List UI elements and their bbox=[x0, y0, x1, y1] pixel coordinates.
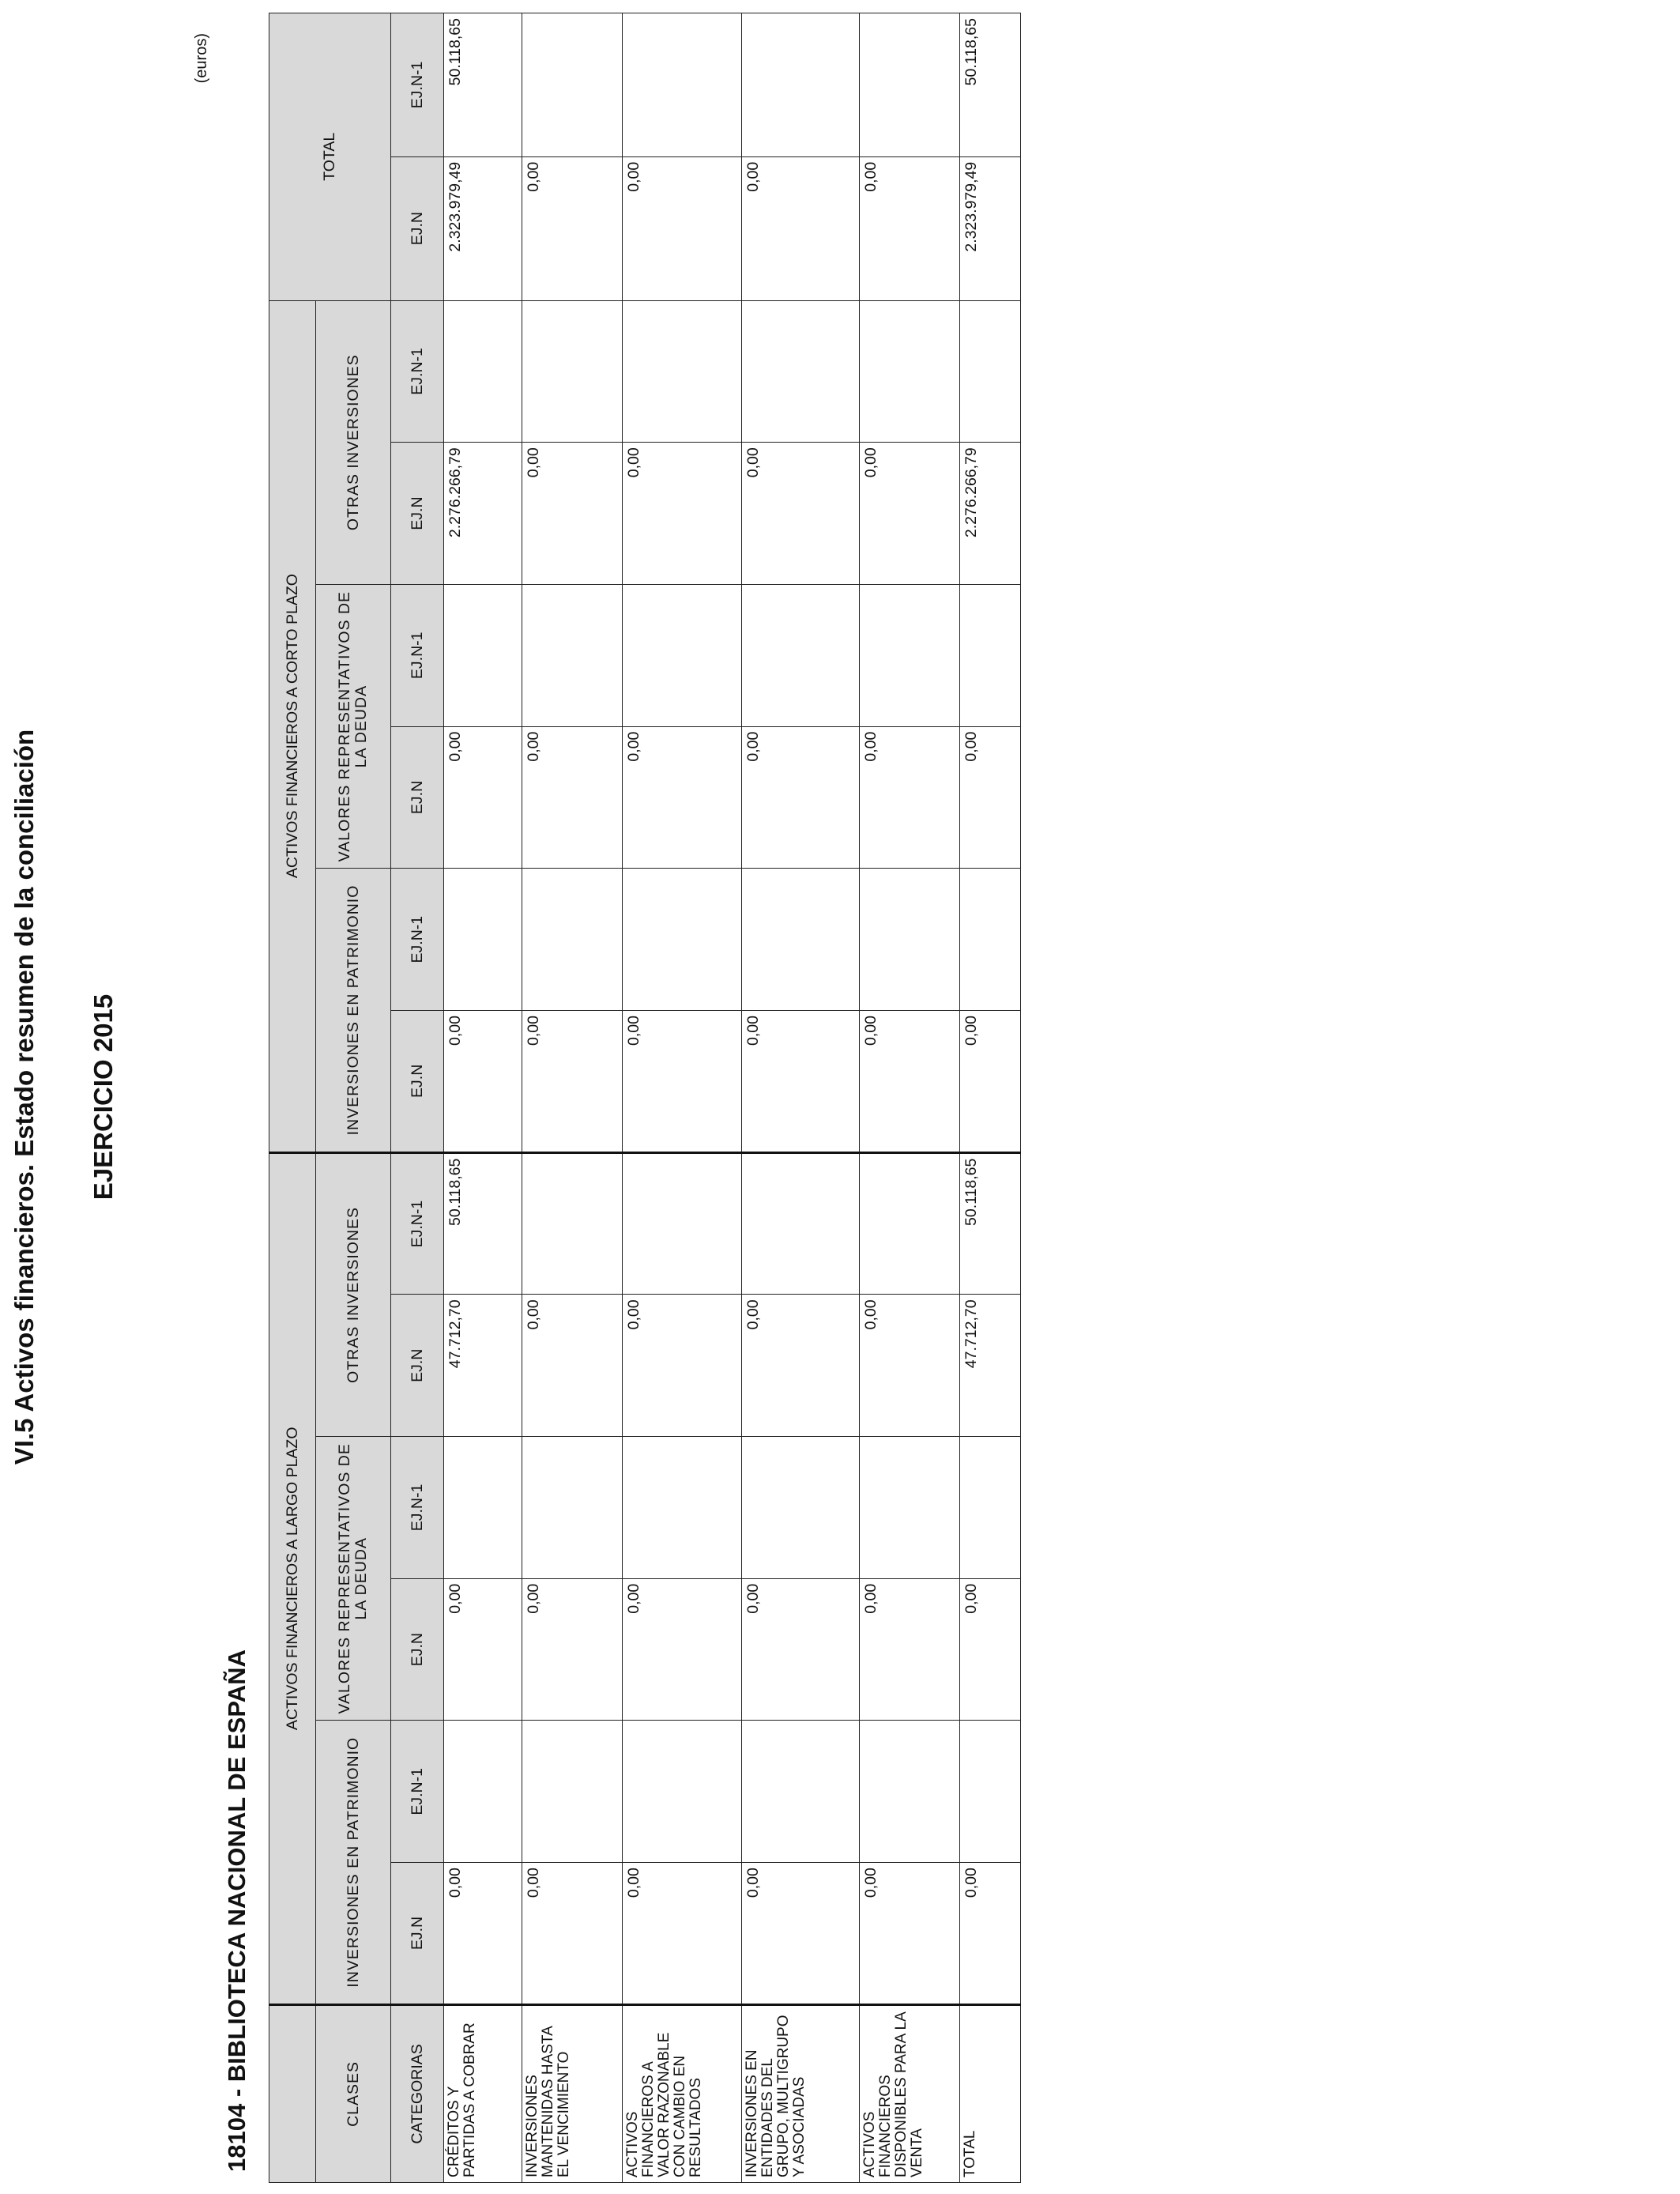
value-cell bbox=[444, 869, 522, 1011]
cp-otras-header: OTRAS INVERSIONES bbox=[316, 300, 391, 584]
col-ejn1: EJ.N-1 bbox=[391, 1721, 444, 1863]
table-row bbox=[444, 13, 522, 2183]
value-cell bbox=[522, 13, 623, 157]
col-ejn: EJ.N bbox=[391, 1011, 444, 1153]
row-label: INVERSIONES EN ENTIDADES DEL GRUPO, MULTIGRUPO Y ASOCIADAS bbox=[742, 2004, 860, 2182]
value-cell: 0,00 bbox=[623, 1295, 742, 1437]
value-cell bbox=[742, 869, 860, 1011]
financial-assets-table bbox=[269, 13, 1021, 2183]
value-cell bbox=[860, 1721, 960, 1863]
value-cell bbox=[522, 1152, 623, 1295]
units-label: (euros) bbox=[193, 33, 210, 84]
row-label: INVERSIONES MANTENIDAS HASTA EL VENCIMIENTO bbox=[522, 2004, 623, 2182]
value-cell bbox=[960, 869, 1021, 1011]
value-cell: 0,00 bbox=[860, 1295, 960, 1437]
col-ejn1: EJ.N-1 bbox=[391, 869, 444, 1011]
value-cell: 0,00 bbox=[742, 726, 860, 869]
value-cell bbox=[742, 1437, 860, 1579]
value-cell: 2.323.979,49 bbox=[444, 156, 522, 300]
row-label: ACTIVOS FINANCIEROS A VALOR RAZONABLE CON CAMBIO EN RESULTADOS bbox=[623, 2004, 742, 2182]
value-cell: 0,00 bbox=[522, 1011, 623, 1153]
value-cell: 0,00 bbox=[623, 726, 742, 869]
value-cell bbox=[522, 869, 623, 1011]
value-cell bbox=[623, 13, 742, 157]
table-body bbox=[444, 13, 1021, 2183]
col-ejn: EJ.N bbox=[391, 443, 444, 585]
value-cell bbox=[623, 300, 742, 443]
table-row bbox=[960, 13, 1021, 2183]
value-cell: 0,00 bbox=[860, 1863, 960, 2005]
col-ejn1: EJ.N-1 bbox=[391, 13, 444, 157]
col-ejn1: EJ.N-1 bbox=[391, 584, 444, 726]
value-cell bbox=[860, 869, 960, 1011]
value-cell bbox=[444, 1721, 522, 1863]
entity-name: 18104 - BIBLIOTECA NACIONAL DE ESPAÑA bbox=[223, 1649, 250, 2172]
clases-header: CLASES bbox=[316, 2004, 391, 2182]
col-ejn1: EJ.N-1 bbox=[391, 1437, 444, 1579]
value-cell: 0,00 bbox=[860, 156, 960, 300]
row-label: TOTAL bbox=[960, 2004, 1021, 2182]
col-ejn: EJ.N bbox=[391, 156, 444, 300]
value-cell bbox=[444, 1437, 522, 1579]
value-cell: 0,00 bbox=[522, 1863, 623, 2005]
value-cell: 50.118,65 bbox=[444, 13, 522, 157]
value-cell: 0,00 bbox=[444, 726, 522, 869]
value-cell bbox=[860, 584, 960, 726]
value-cell: 0,00 bbox=[522, 1295, 623, 1437]
value-cell bbox=[742, 1721, 860, 1863]
row-label: ACTIVOS FINANCIEROS DISPONIBLES PARA LA VENTA bbox=[860, 2004, 960, 2182]
group-largo-plazo: ACTIVOS FINANCIEROS A LARGO PLAZO bbox=[269, 1152, 316, 2004]
value-cell: 0,00 bbox=[742, 1578, 860, 1721]
value-cell: 0,00 bbox=[522, 443, 623, 585]
value-cell bbox=[522, 1721, 623, 1863]
value-cell bbox=[742, 584, 860, 726]
corner-cell bbox=[269, 2004, 316, 2182]
value-cell: 0,00 bbox=[860, 1578, 960, 1721]
value-cell: 0,00 bbox=[444, 1863, 522, 2005]
table-row bbox=[623, 13, 742, 2183]
value-cell bbox=[960, 300, 1021, 443]
value-cell: 0,00 bbox=[623, 1863, 742, 2005]
group-total: TOTAL bbox=[269, 13, 391, 301]
value-cell: 50.118,65 bbox=[960, 13, 1021, 157]
value-cell: 0,00 bbox=[742, 1295, 860, 1437]
value-cell bbox=[623, 1721, 742, 1863]
value-cell: 0,00 bbox=[960, 1578, 1021, 1721]
value-cell bbox=[742, 300, 860, 443]
page-subtitle: EJERCICIO 2015 bbox=[89, 993, 118, 1201]
lp-otras-header: OTRAS INVERSIONES bbox=[316, 1152, 391, 1436]
value-cell: 0,00 bbox=[444, 1011, 522, 1153]
value-cell: 0,00 bbox=[860, 443, 960, 585]
value-cell bbox=[522, 584, 623, 726]
value-cell: 2.276.266,79 bbox=[960, 443, 1021, 585]
value-cell: 0,00 bbox=[742, 156, 860, 300]
value-cell: 0,00 bbox=[623, 1578, 742, 1721]
value-cell: 47.712,70 bbox=[960, 1295, 1021, 1437]
value-cell: 0,00 bbox=[742, 1011, 860, 1153]
value-cell: 0,00 bbox=[522, 726, 623, 869]
value-cell: 0,00 bbox=[623, 156, 742, 300]
value-cell bbox=[860, 300, 960, 443]
col-ejn: EJ.N bbox=[391, 1578, 444, 1721]
col-ejn: EJ.N bbox=[391, 1863, 444, 2005]
categorias-header: CATEGORIAS bbox=[391, 2004, 444, 2182]
value-cell: 2.276.266,79 bbox=[444, 443, 522, 585]
col-ejn1: EJ.N-1 bbox=[391, 1152, 444, 1295]
value-cell: 50.118,65 bbox=[960, 1152, 1021, 1295]
value-cell: 0,00 bbox=[960, 1863, 1021, 2005]
value-cell: 0,00 bbox=[960, 1011, 1021, 1153]
table-row bbox=[522, 13, 623, 2183]
col-ejn: EJ.N bbox=[391, 1295, 444, 1437]
value-cell bbox=[742, 13, 860, 157]
value-cell bbox=[623, 1152, 742, 1295]
value-cell: 0,00 bbox=[623, 443, 742, 585]
value-cell: 0,00 bbox=[623, 1011, 742, 1153]
value-cell: 0,00 bbox=[444, 1578, 522, 1721]
value-cell bbox=[860, 1152, 960, 1295]
row-label: CRÉDITOS Y PARTIDAS A COBRAR bbox=[444, 2004, 522, 2182]
value-cell: 0,00 bbox=[860, 1011, 960, 1153]
value-cell bbox=[522, 300, 623, 443]
value-cell bbox=[860, 1437, 960, 1579]
value-cell bbox=[623, 584, 742, 726]
value-cell bbox=[444, 584, 522, 726]
lp-deuda-header: VALORES REPRESENTATIVOS DE LA DEUDA bbox=[316, 1437, 391, 1721]
value-cell bbox=[960, 1437, 1021, 1579]
col-ejn: EJ.N bbox=[391, 726, 444, 869]
value-cell: 0,00 bbox=[742, 1863, 860, 2005]
value-cell bbox=[860, 13, 960, 157]
value-cell: 0,00 bbox=[742, 443, 860, 585]
value-cell bbox=[742, 1152, 860, 1295]
value-cell bbox=[444, 300, 522, 443]
value-cell bbox=[960, 1721, 1021, 1863]
value-cell bbox=[623, 1437, 742, 1579]
cp-deuda-header: VALORES REPRESENTATIVOS DE LA DEUDA bbox=[316, 584, 391, 868]
cp-patrimonio-header: INVERSIONES EN PATRIMONIO bbox=[316, 869, 391, 1152]
value-cell: 0,00 bbox=[860, 726, 960, 869]
value-cell: 0,00 bbox=[522, 156, 623, 300]
value-cell: 0,00 bbox=[522, 1578, 623, 1721]
value-cell: 0,00 bbox=[960, 726, 1021, 869]
value-cell bbox=[960, 584, 1021, 726]
value-cell: 50.118,65 bbox=[444, 1152, 522, 1295]
value-cell bbox=[623, 869, 742, 1011]
page-title: VI.5 Activos financieros. Estado resumen de la conciliación bbox=[9, 729, 39, 1465]
value-cell bbox=[522, 1437, 623, 1579]
value-cell: 47.712,70 bbox=[444, 1295, 522, 1437]
table-row bbox=[742, 13, 860, 2183]
col-ejn1: EJ.N-1 bbox=[391, 300, 444, 443]
table-row bbox=[860, 13, 960, 2183]
lp-patrimonio-header: INVERSIONES EN PATRIMONIO bbox=[316, 1721, 391, 2004]
value-cell: 2.323.979,49 bbox=[960, 156, 1021, 300]
group-corto-plazo: ACTIVOS FINANCIEROS A CORTO PLAZO bbox=[269, 300, 316, 1152]
